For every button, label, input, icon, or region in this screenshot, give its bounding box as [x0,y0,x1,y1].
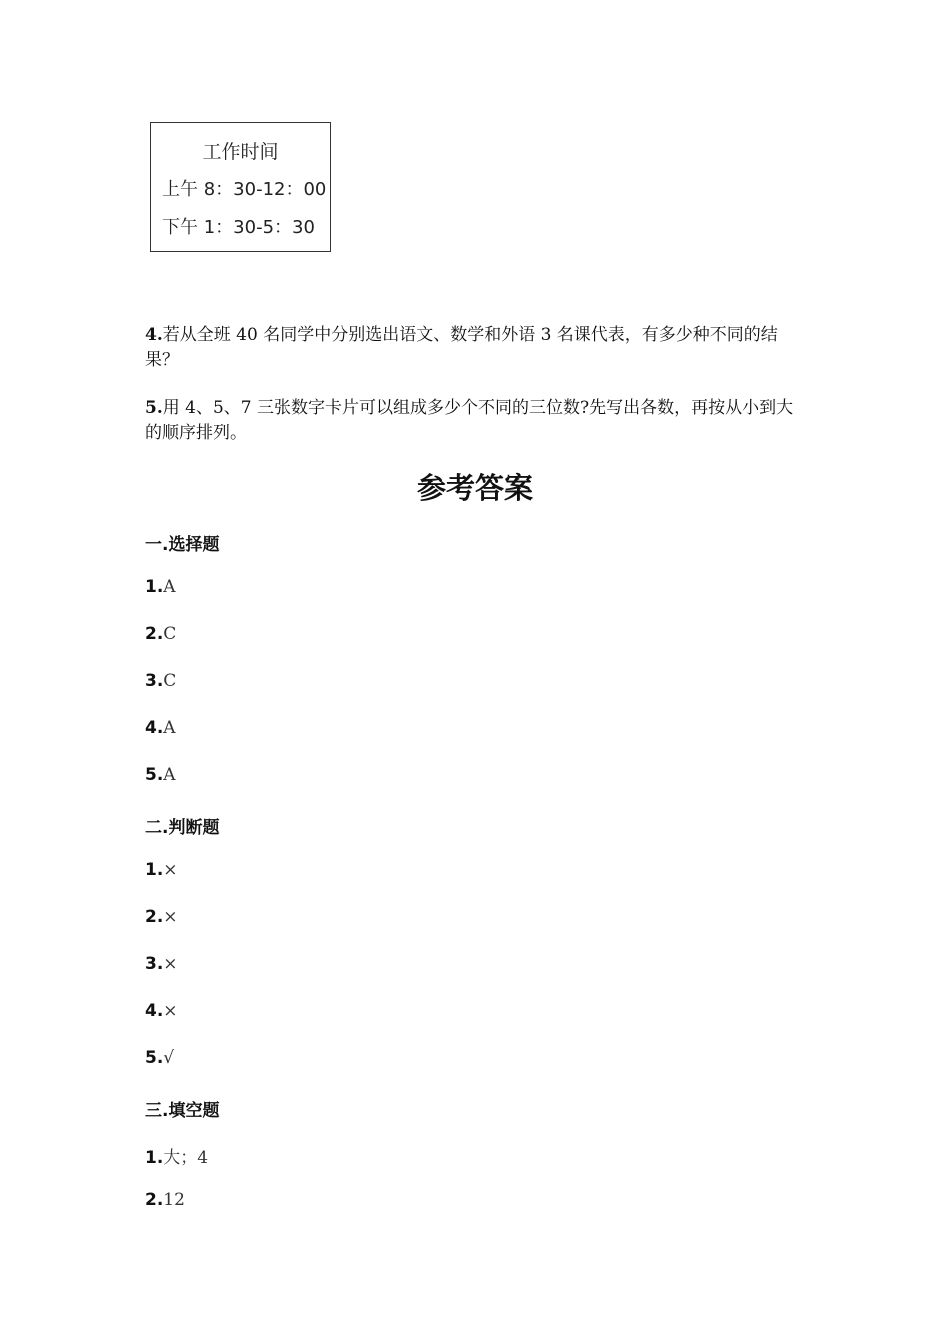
answer-item [145,577,176,597]
answer-number: 4. [145,718,164,738]
answer-number: 5. [145,1048,164,1068]
answer-number: 2. [145,1190,164,1210]
answer-value: √ [163,1048,175,1068]
answer-item [145,860,178,880]
answer-value: A [163,718,176,738]
question-4 [145,323,810,373]
worktime-morning: 上午 8：30-12：00 [162,179,327,200]
section-heading-judge: 二.判断题 [145,818,220,838]
answer-number: 1. [145,1148,164,1168]
answer-item [145,1143,208,1168]
answer-value: A [163,577,176,597]
worktime-afternoon: 下午 1：30-5：30 [162,217,315,238]
answer-number: 2. [145,907,164,927]
answer-item [145,1190,185,1210]
answer-item [145,624,176,644]
answer-item [145,954,178,974]
answer-number: 3. [145,671,164,691]
answer-item [145,1001,178,1021]
answer-number: 3. [145,954,164,974]
answer-value: × [163,907,178,927]
worktime-figure [150,122,331,252]
answer-value: × [163,1001,178,1021]
answer-value: 大；4 [163,1148,209,1168]
section-heading-fill: 三.填空题 [145,1101,220,1121]
section-heading-choice: 一.选择题 [145,535,220,555]
question-5 [145,396,810,446]
question-number: 5. [145,398,163,418]
answers-title: 参考答案 [416,471,533,505]
answer-item [145,907,178,927]
answer-value: C [163,624,177,644]
answer-item [145,671,176,691]
answer-number: 5. [145,765,164,785]
answer-number: 4. [145,1001,164,1021]
question-text: 若从全班 40 名同学中分别选出语文、数学和外语 3 名课代表，有多少种不同的结果？ [145,325,778,370]
answer-number: 1. [145,577,164,597]
answer-item [145,765,176,785]
answer-value: × [163,954,178,974]
worktime-title: 工作时间 [202,141,279,163]
question-number: 4. [145,325,163,345]
answer-item [145,718,176,738]
answer-value: 12 [163,1190,185,1210]
answer-number: 2. [145,624,164,644]
question-text: 用 4、5、7 三张数字卡片可以组成多少个不同的三位数?先写出各数，再按从小到大的顺序排列。 [145,398,794,443]
answer-value: C [163,671,177,691]
answer-number: 1. [145,860,164,880]
answer-value: A [163,765,176,785]
answer-value: × [163,860,178,880]
answer-item [145,1048,174,1068]
